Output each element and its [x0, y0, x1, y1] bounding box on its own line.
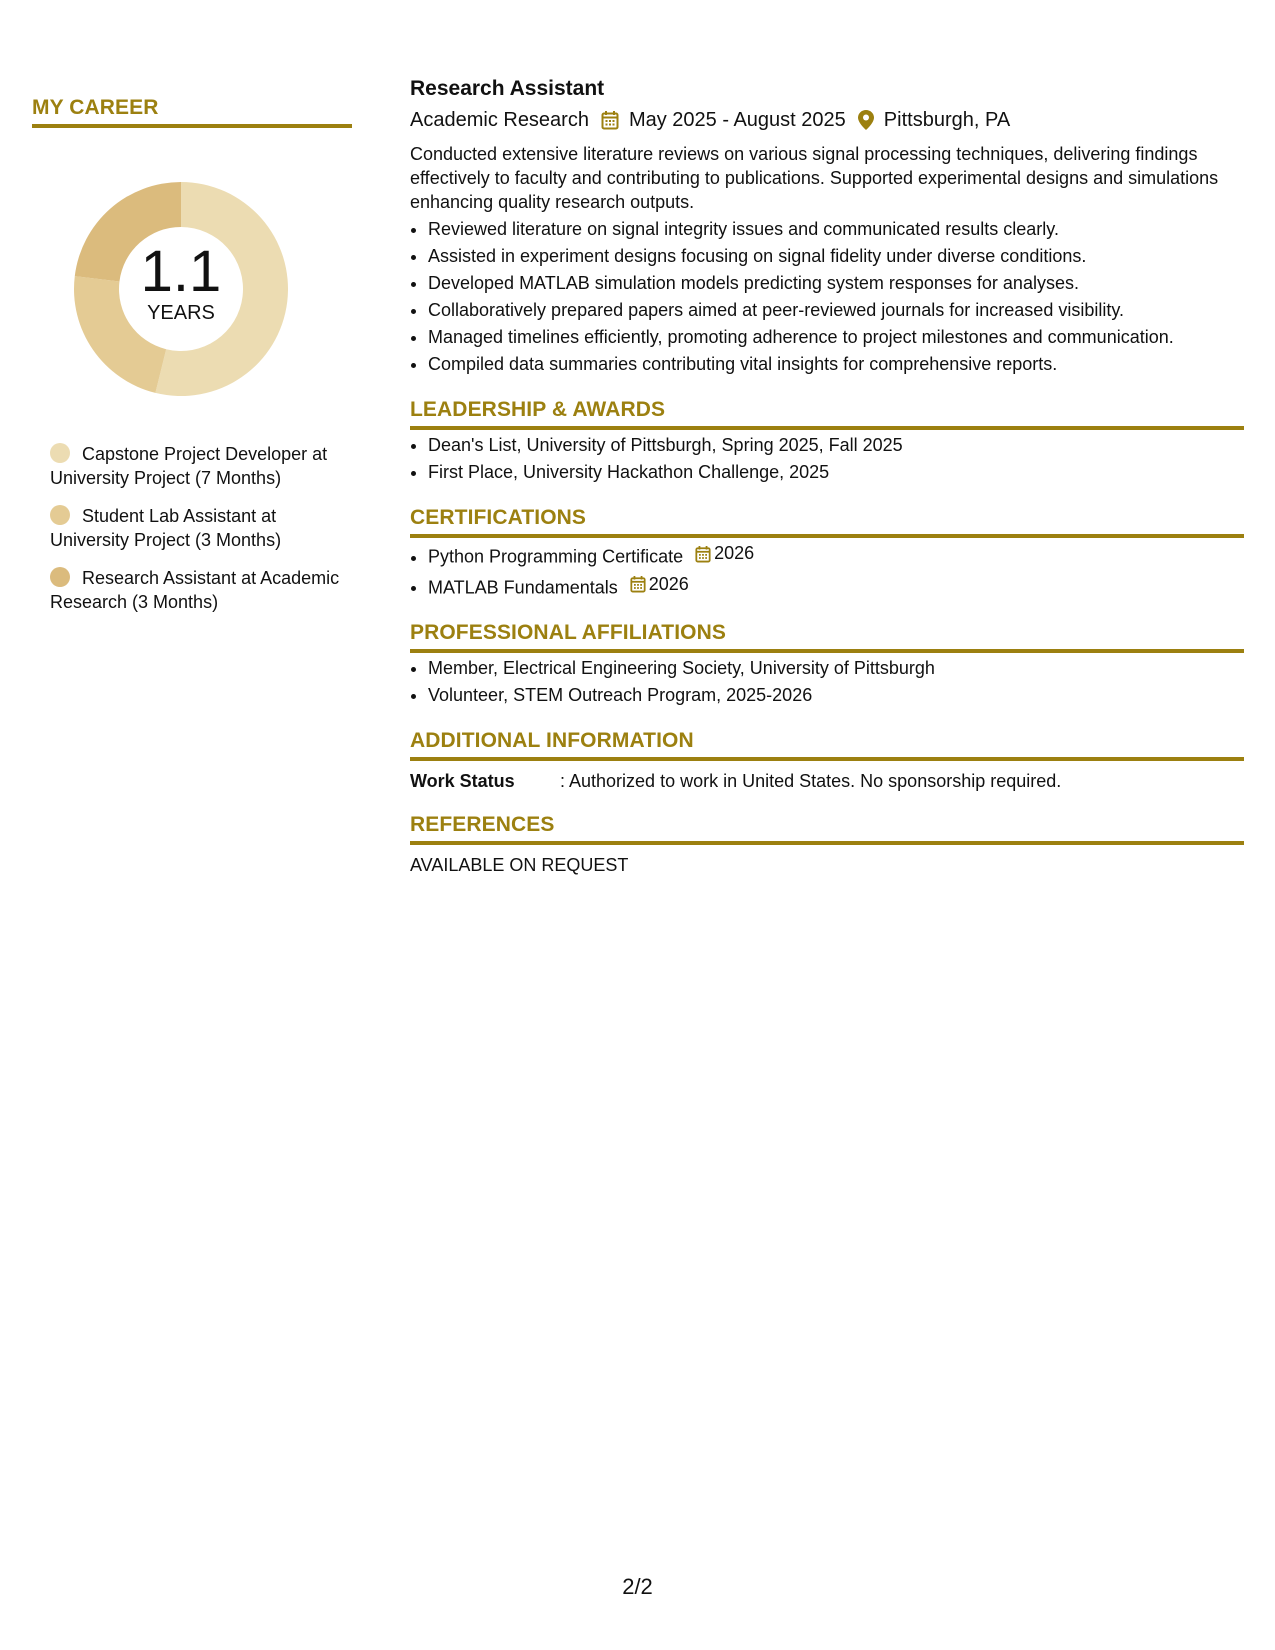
legend-dot: [50, 443, 70, 463]
donut-center: [66, 174, 296, 404]
affiliations-heading: PROFESSIONAL AFFILIATIONS: [410, 621, 1244, 653]
references-text: AVAILABLE ON REQUEST: [410, 855, 629, 875]
legend-item: [50, 442, 340, 490]
list-item: • Assisted in experiment designs focusing on signal fidelity under diverse conditions.: [428, 243, 1244, 270]
job-company: Academic Research: [410, 109, 589, 131]
certification-name: MATLAB Fundamentals: [428, 577, 618, 597]
legend-dot: [50, 567, 70, 587]
certification-date: [618, 571, 689, 598]
certifications-heading: CERTIFICATIONS: [410, 506, 1244, 538]
references-heading: REFERENCES: [410, 813, 1244, 845]
work-status-label: Work Status: [410, 771, 515, 791]
list-item: • Managed timelines efficiently, promoting adherence to project milestones and communication.: [428, 324, 1244, 351]
calendar-icon: [601, 110, 619, 130]
work-status-row: [410, 769, 1244, 793]
career-heading: MY CAREER: [32, 96, 352, 128]
job-dates: May 2025 - August 2025: [628, 109, 846, 131]
certification-date: [683, 540, 754, 567]
career-donut-chart: [66, 174, 296, 404]
leadership-heading: LEADERSHIP & AWARDS: [410, 398, 1244, 430]
list-item: [428, 540, 1244, 571]
job-description: Conducted extensive literature reviews on various signal processing techniques, delivering findings effectively to faculty and contributing to publications. Supported experimental designs and simulations enhancing quality research outputs.: [410, 144, 1219, 212]
list-item: • Volunteer, STEM Outreach Program, 2025-2026: [428, 682, 1244, 709]
legend-label: Capstone Project Developer at University Project (7 Months): [50, 444, 328, 488]
list-item: • Collaboratively prepared papers aimed at peer-reviewed journals for increased visibility.: [428, 297, 1244, 324]
list-item: • Reviewed literature on signal integrity issues and communicated results clearly.: [428, 216, 1244, 243]
list-item: • Dean's List, University of Pittsburgh, Spring 2025, Fall 2025: [428, 432, 1244, 459]
calendar-icon: [630, 575, 646, 593]
work-status-value: : Authorized to work in United States. No sponsorship required.: [560, 771, 1062, 791]
additional-info-heading: ADDITIONAL INFORMATION: [410, 729, 1244, 761]
legend-item: [50, 566, 340, 614]
career-total-value: 1.1: [140, 239, 222, 304]
list-item: • Compiled data summaries contributing vital insights for comprehensive reports.: [428, 351, 1244, 378]
job-bullets: [410, 216, 1244, 378]
certification-name: Python Programming Certificate: [428, 546, 684, 567]
calendar-icon: [695, 545, 711, 563]
legend-item: [50, 504, 340, 552]
certifications-list: [410, 540, 1244, 601]
list-item: [428, 571, 1244, 602]
job-meta: [410, 106, 1244, 134]
certification-year: 2026: [648, 573, 689, 594]
legend-dot: [50, 505, 70, 525]
job-title: Research Assistant: [410, 77, 605, 100]
career-sidebar: [32, 96, 352, 628]
certification-year: 2026: [714, 543, 755, 563]
job-location: Pittsburgh, PA: [883, 109, 1011, 131]
main-content: [410, 76, 1244, 877]
list-item: • First Place, University Hackathon Challenge, 2025: [428, 459, 1244, 486]
legend-label: Research Assistant at Academic Research (3 Months): [50, 568, 340, 612]
page-number: 2/2: [622, 1574, 653, 1599]
legend-label: Student Lab Assistant at University Project (3 Months): [50, 506, 282, 550]
list-item: • Developed MATLAB simulation models predicting system responses for analyses.: [428, 270, 1244, 297]
map-pin-icon: [858, 110, 874, 130]
leadership-list: [410, 432, 1244, 486]
career-legend: [32, 442, 352, 614]
affiliations-list: [410, 655, 1244, 709]
career-total-unit: YEARS: [147, 302, 215, 324]
list-item: • Member, Electrical Engineering Society, University of Pittsburgh: [428, 655, 1244, 682]
